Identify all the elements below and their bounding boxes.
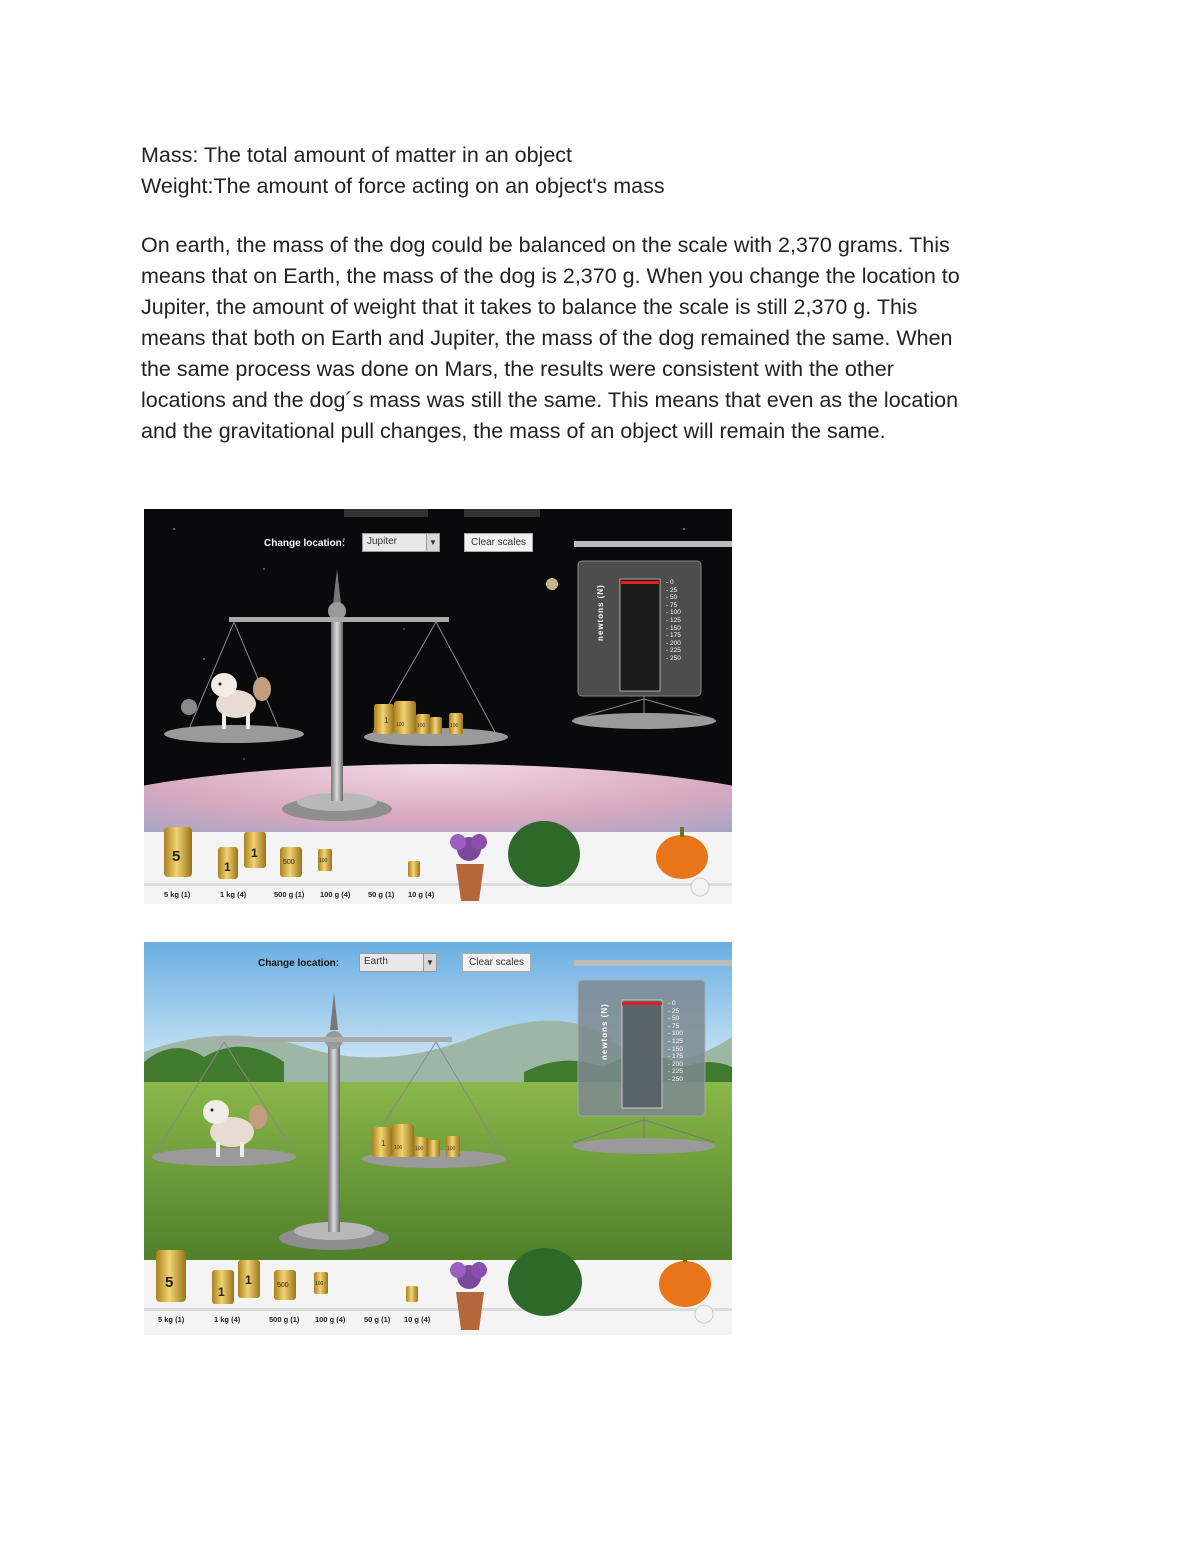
toolbar-strip [464, 509, 540, 517]
shelf-weight-label: 5 [165, 1274, 174, 1291]
weight-label: 1 kg (4) [220, 890, 247, 899]
weight-label: 50 g (1) [364, 1315, 391, 1324]
paragraph-line: Jupiter, the amount of weight that it takes to balance the scale is still 2,370 g. This [141, 295, 918, 319]
chevron-down-icon[interactable]: ▼ [426, 534, 439, 551]
paragraph-line: locations and the dog´s mass was still the same. This means that even as the location [141, 388, 959, 412]
weight-label: 10 g (4) [404, 1315, 431, 1324]
spring-tick-label: - 75 [666, 601, 678, 609]
weight-label: 10 g (4) [408, 890, 435, 899]
spring-tick-labels [668, 1000, 683, 1084]
weight-label: 50 g (1) [368, 890, 395, 899]
pan-weight-label: 1 [384, 716, 389, 725]
location-value: Jupiter [367, 536, 398, 547]
spring-tick-label: - 150 [666, 624, 681, 632]
shelf-weight-label: 500 [283, 859, 295, 866]
shelf-weight-label: 500 [277, 1282, 289, 1289]
shelf-weight-label: 1 [245, 1273, 252, 1287]
chevron-down-icon[interactable]: ▼ [423, 954, 436, 971]
spring-tick-label: - 200 [668, 1060, 683, 1068]
baseball [691, 878, 709, 896]
spring-tick-label: - 125 [666, 616, 681, 624]
pan-weight-label: 100 [447, 1146, 456, 1152]
simulation-screenshot-jupiter [144, 509, 732, 904]
change-location-label: Change location: [264, 538, 346, 549]
clear-scales-button[interactable]: Clear scales [464, 533, 533, 552]
shelf-weight-label: 1 [224, 860, 231, 874]
scene-earth [144, 942, 732, 1335]
dog [211, 673, 271, 729]
pan-weight-label: 100 [450, 723, 459, 729]
weight-label: 5 kg (1) [164, 890, 191, 899]
spring-units-label: newtons (N) [600, 1003, 609, 1060]
spring-tick-label: - 150 [668, 1045, 683, 1053]
spring-tick-label: - 225 [666, 647, 681, 655]
spring-tick-label: - 25 [666, 586, 678, 594]
mass-definition: Mass: The total amount of matter in an object [141, 143, 573, 167]
weight-label: 100 g (4) [320, 890, 351, 899]
spring-tick-label: - 125 [668, 1037, 683, 1045]
moon [181, 699, 197, 715]
location-select[interactable] [362, 533, 440, 552]
spring-tick-label: - 250 [668, 1075, 683, 1083]
weight-definition: Weight:The amount of force acting on an object's mass [141, 174, 665, 198]
spring-tick-label: - 0 [666, 579, 674, 586]
pan-weight-label: 100 [394, 1145, 403, 1151]
weight-label: 5 kg (1) [158, 1315, 185, 1324]
spring-units-label: newtons (N) [596, 584, 605, 641]
change-location-label: Change location: [258, 958, 340, 969]
shelf-weight-label: 100 [315, 1281, 324, 1287]
shelf-weight-label: 5 [172, 848, 181, 865]
weight-labels [158, 1315, 458, 1327]
shelf-weight-label: 1 [251, 846, 258, 860]
watermelon [508, 821, 580, 887]
location-select[interactable] [359, 953, 437, 972]
pumpkin [656, 835, 708, 879]
baseball [695, 1305, 713, 1323]
watermelon [508, 1248, 582, 1316]
paragraph-line: the same process was done on Mars, the results were consistent with the other [141, 357, 894, 381]
pan-weight-label: 100 [415, 1146, 424, 1152]
text-body [141, 140, 1061, 447]
spring-tick-label: - 175 [668, 1053, 683, 1061]
simulation-screenshot-earth [144, 942, 732, 1335]
shelf-weight-label: 100 [319, 858, 328, 864]
spring-tick-label: - 175 [666, 632, 681, 640]
weight-label: 500 g (1) [274, 890, 305, 899]
spring-tick-labels [666, 579, 681, 663]
spring-tick-label: - 250 [666, 654, 681, 662]
paragraph-line: and the gravitational pull changes, the mass of an object will remain the same. [141, 419, 886, 443]
location-value: Earth [364, 956, 388, 967]
pan-weight-label: 100 [417, 723, 426, 729]
scene-jupiter [144, 509, 732, 904]
pan-weights [374, 701, 463, 734]
spring-tick-label: - 50 [668, 1015, 680, 1023]
paragraph-line: On earth, the mass of the dog could be balanced on the scale with 2,370 grams. This [141, 233, 950, 257]
spring-tick-label: - 25 [668, 1007, 680, 1015]
paragraph-line: means that both on Earth and Jupiter, the mass of the dog remained the same. When [141, 326, 953, 350]
weight-label: 100 g (4) [315, 1315, 346, 1324]
pan-weight-label: 100 [396, 722, 405, 728]
pan-weight-label: 1 [381, 1139, 386, 1148]
shelf-weight-label: 1 [218, 1285, 225, 1299]
weight-label: 1 kg (4) [214, 1315, 241, 1324]
pumpkin [659, 1261, 711, 1307]
moon [546, 578, 558, 590]
weight-label: 500 g (1) [269, 1315, 300, 1324]
spring-tick-label: - 100 [668, 1030, 683, 1038]
clear-scales-button[interactable]: Clear scales [462, 953, 531, 972]
spring-tick-label: - 50 [666, 594, 678, 602]
spring-tick-label: - 100 [666, 609, 681, 617]
spring-tick-label: - 200 [666, 639, 681, 647]
spring-tick-label: - 225 [668, 1068, 683, 1076]
paragraph-line: means that on Earth, the mass of the dog is 2,370 g. When you change the location to [141, 264, 960, 288]
toolbar-strip [344, 509, 428, 517]
weight-labels [164, 890, 464, 902]
spring-tick-label: - 75 [668, 1022, 680, 1030]
spring-tick-label: - 0 [668, 1000, 676, 1007]
